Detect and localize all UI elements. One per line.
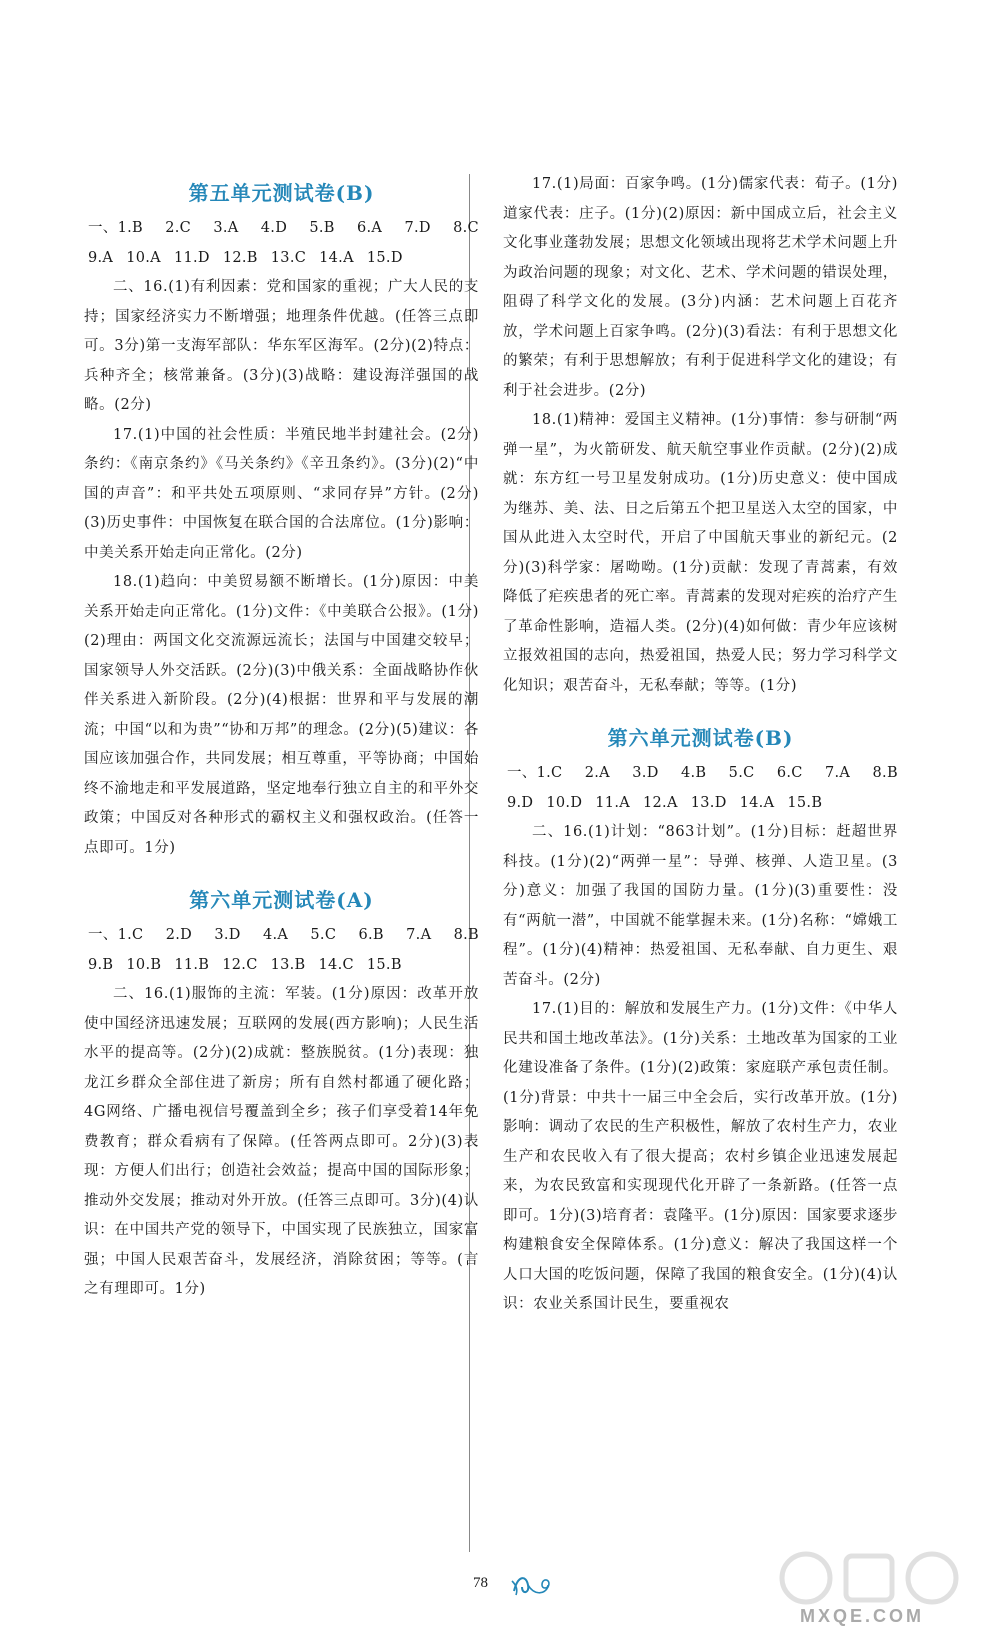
swirl-ornament-icon <box>510 1571 558 1599</box>
answer-paragraph: 17.(1)目的：解放和发展生产力。(1分)文件：《中华人民共和国土地改革法》。(1分)关系：土地改革为国家的工业化建设准备了条件。(1分)(2)政策：家庭联产承包责任制。(1分)背景：中共十一届三中全会后，实行改革开放。(1分)影响：调动了农民的生产积极性，解放了农村生产力，农业生产和农民收入有了很大提高；农村乡镇企业迅速发展起来，为农民致富和实现现代化开辟了一条新路。(任答一点即可。1分)(3)培育者：袁隆平。(1分)原因：国家要求逐步构建粮食安全保障体系。(1分)意义：解决了我国这样一个人口大国的吃饭问题，保障了我国的粮食安全。(1分)(4)认识：农业关系国计民生，要重视农 <box>503 1001 898 1312</box>
mc-answer: 12.A <box>643 794 678 811</box>
section-title-unit6-b: 第六单元测试卷(B) <box>607 726 794 750</box>
answer-paragraph: 二、16.(1)服饰的主流：军装。(1分)原因：改革开放使中国经济迅速发展；互联网的发展(西方影响)；人民生活水平的提高等。(2分)(2)成就：整族脱贫。(1分)表现：独龙江乡群众全部住进了新房；所有自然村都通了硬化路；4G网络、广播电视信号覆盖到全乡；孩子们享受着14年免费教育；群众看病有了保障。(任答两点即可。2分)(3)表现：方便人们出行；创造社会效益；提高中国的国际形象；推动外交发展；推动对外开放。(任答三点即可。3分)(4)认识：在中国共产党的领导下，中国实现了民族独立，国家富强；中国人民艰苦奋斗，发展经济，消除贫困；等等。(言之有理即可。1分) <box>84 986 479 1297</box>
mc-answers-row <box>84 921 479 951</box>
mc-answer: 3.D <box>632 765 659 781</box>
mc-answer: 6.C <box>776 765 803 781</box>
right-column <box>503 170 898 1320</box>
mc-answer: 5.B <box>309 220 335 236</box>
mc-answer: 14.A <box>319 249 354 266</box>
mc-answer: 13.C <box>270 249 307 266</box>
mc-answer: 11.B <box>174 956 210 973</box>
watermark-text: MXQE.COM <box>800 1606 925 1626</box>
mc-answer: 4.B <box>680 765 707 781</box>
mc-answer: 12.B <box>222 249 258 266</box>
mc-answer: 5.C <box>728 765 755 781</box>
mc-answers-row <box>84 244 479 274</box>
mc-answer: 7.D <box>404 220 431 236</box>
mc-answer: 3.D <box>214 927 241 943</box>
mc-answer: 8.B <box>453 927 479 943</box>
left-column <box>84 172 479 1305</box>
mc-answer: 2.A <box>584 765 610 781</box>
mc-answer: 15.B <box>366 956 402 973</box>
mc-answer: 7.A <box>824 765 851 781</box>
answer-paragraph: 17.(1)中国的社会性质：半殖民地半封建社会。(2分)条约：《南京条约》《马关条约》《辛丑条约》。(3分)(2)“中国的声音”：和平共处五项原则、“求同存异”方针。(2分)(3)历史事件：中国恢复在联合国的合法席位。(1分)影响：中美关系开始走向正常化。(2分) <box>84 426 479 561</box>
mc-answers-row <box>84 951 479 981</box>
answer-paragraph: 17.(1)局面：百家争鸣。(1分)儒家代表：荀子。(1分)道家代表：庄子。(1分)(2)原因：新中国成立后，社会主义文化事业蓬勃发展；思想文化领域出现将艺术学术问题上升为政治问题的现象；对文化、艺术、学术问题的错误处理，阻碍了科学文化的发展。(3分)内涵：艺术问题上百花齐放，学术问题上百家争鸣。(2分)(3)看法：有利于思想文化的繁荣；有利于思想解放；有利于促进科学文化的建设；有利于社会进步。(2分) <box>503 176 898 399</box>
answer-paragraph: 18.(1)精神：爱国主义精神。(1分)事情：参与研制“两弹一星”，为火箭研发、航天航空事业作贡献。(2分)(2)成就：东方红一号卫星发射成功。(1分)历史意义：使中国成为继苏、美、法、日之后第五个把卫星送入太空的国家，中国从此进入太空时代，开启了中国航天事业的新纪元。(2分)(3)科学家：屠呦呦。(1分)贡献：发现了青蒿素，有效降低了疟疾患者的死亡率。青蒿素的发现对疟疾的治疗产生了革命性影响，造福人类。(2分)(4)如何做：青少年应该树立报效祖国的志向，热爱祖国，热爱人民；努力学习科学文化知识；艰苦奋斗，无私奉献；等等。(1分) <box>503 412 898 694</box>
mc-answer: 15.D <box>366 249 403 266</box>
mc-answer: 10.D <box>546 794 583 811</box>
answer-paragraph: 二、16.(1)有利因素：党和国家的重视；广大人民的支持；国家经济实力不断增强；地理条件优越。(任答三点即可。3分)第一支海军部队：华东军区海军。(2分)(2)特点：兵种齐全；核常兼备。(3分)(3)战略：建设海洋强国的战略。(2分) <box>84 279 479 413</box>
mc-answers-row <box>503 789 898 819</box>
mc-answer: 一、1.C <box>507 765 563 781</box>
mc-answer: 13.B <box>270 956 306 973</box>
mc-answer: 9.A <box>88 249 114 266</box>
mc-answer: 4.A <box>262 927 289 943</box>
mc-answer: 9.D <box>507 794 534 811</box>
mc-answer: 6.A <box>357 220 383 236</box>
mc-answer: 3.A <box>213 220 239 236</box>
mc-answer: 9.B <box>88 956 114 973</box>
mc-answer: 15.B <box>787 794 823 811</box>
mc-answers-row <box>503 759 898 789</box>
mc-answer: 4.D <box>260 220 288 236</box>
mc-answers-row <box>84 214 479 244</box>
mc-answer: 11.D <box>173 249 210 266</box>
mc-answer: 7.A <box>406 927 432 943</box>
mc-answer: 14.C <box>318 956 354 973</box>
mc-answer: 8.C <box>453 220 479 236</box>
mc-answer: 一、1.C <box>88 927 144 943</box>
mc-answer: 一、1.B <box>88 220 143 236</box>
answer-paragraph: 18.(1)趋向：中美贸易额不断增长。(1分)原因：中美关系开始走向正常化。(1分)文件：《中美联合公报》。(1分)(2)理由：两国文化交流源远流长；法国与中国建交较早；国家领导人外交活跃。(2分)(3)中俄关系：全面战略协作伙伴关系进入新阶段。(2分)(4)根据：世界和平与发展的潮流；中国“以和为贵”“协和万邦”的理念。(2分)(5)建议：各国应该加强合作，共同发展；相互尊重，平等协商；中国始终不渝地走和平发展道路，坚定地奉行独立自主的和平外交政策；中国反对各种形式的霸权主义和强权政治。(任答一点即可。1分) <box>84 574 479 856</box>
mc-answer: 5.C <box>310 927 337 943</box>
mc-answer: 2.C <box>165 220 192 236</box>
mc-answer: 12.C <box>222 956 258 973</box>
mc-answer: 14.A <box>739 794 775 811</box>
answer-paragraph: 二、16.(1)计划：“863计划”。(1分)目标：赶超世界科技。(1分)(2)“两弹一星”：导弹、核弹、人造卫星。(3分)意义：加强了我国的国防力量。(1分)(3)重要性：没有“两航一潜”，中国就不能掌握未来。(1分)名称：“嫦娥工程”。(1分)(4)精神：热爱祖国、无私奉献、自力更生、艰苦奋斗。(2分) <box>503 824 898 988</box>
mc-answer: 6.B <box>358 927 384 943</box>
mc-answer: 11.A <box>595 794 630 811</box>
section-title-unit6-a: 第六单元测试卷(A) <box>189 888 374 912</box>
section-title-unit5-b: 第五单元测试卷(B) <box>188 181 375 205</box>
mc-answer: 10.B <box>126 956 162 973</box>
page-number: 78 <box>473 1575 488 1591</box>
mc-answer: 8.B <box>872 765 898 781</box>
mc-answer: 2.D <box>165 927 193 943</box>
mc-answer: 10.A <box>126 249 161 266</box>
mc-answer: 13.D <box>690 794 727 811</box>
